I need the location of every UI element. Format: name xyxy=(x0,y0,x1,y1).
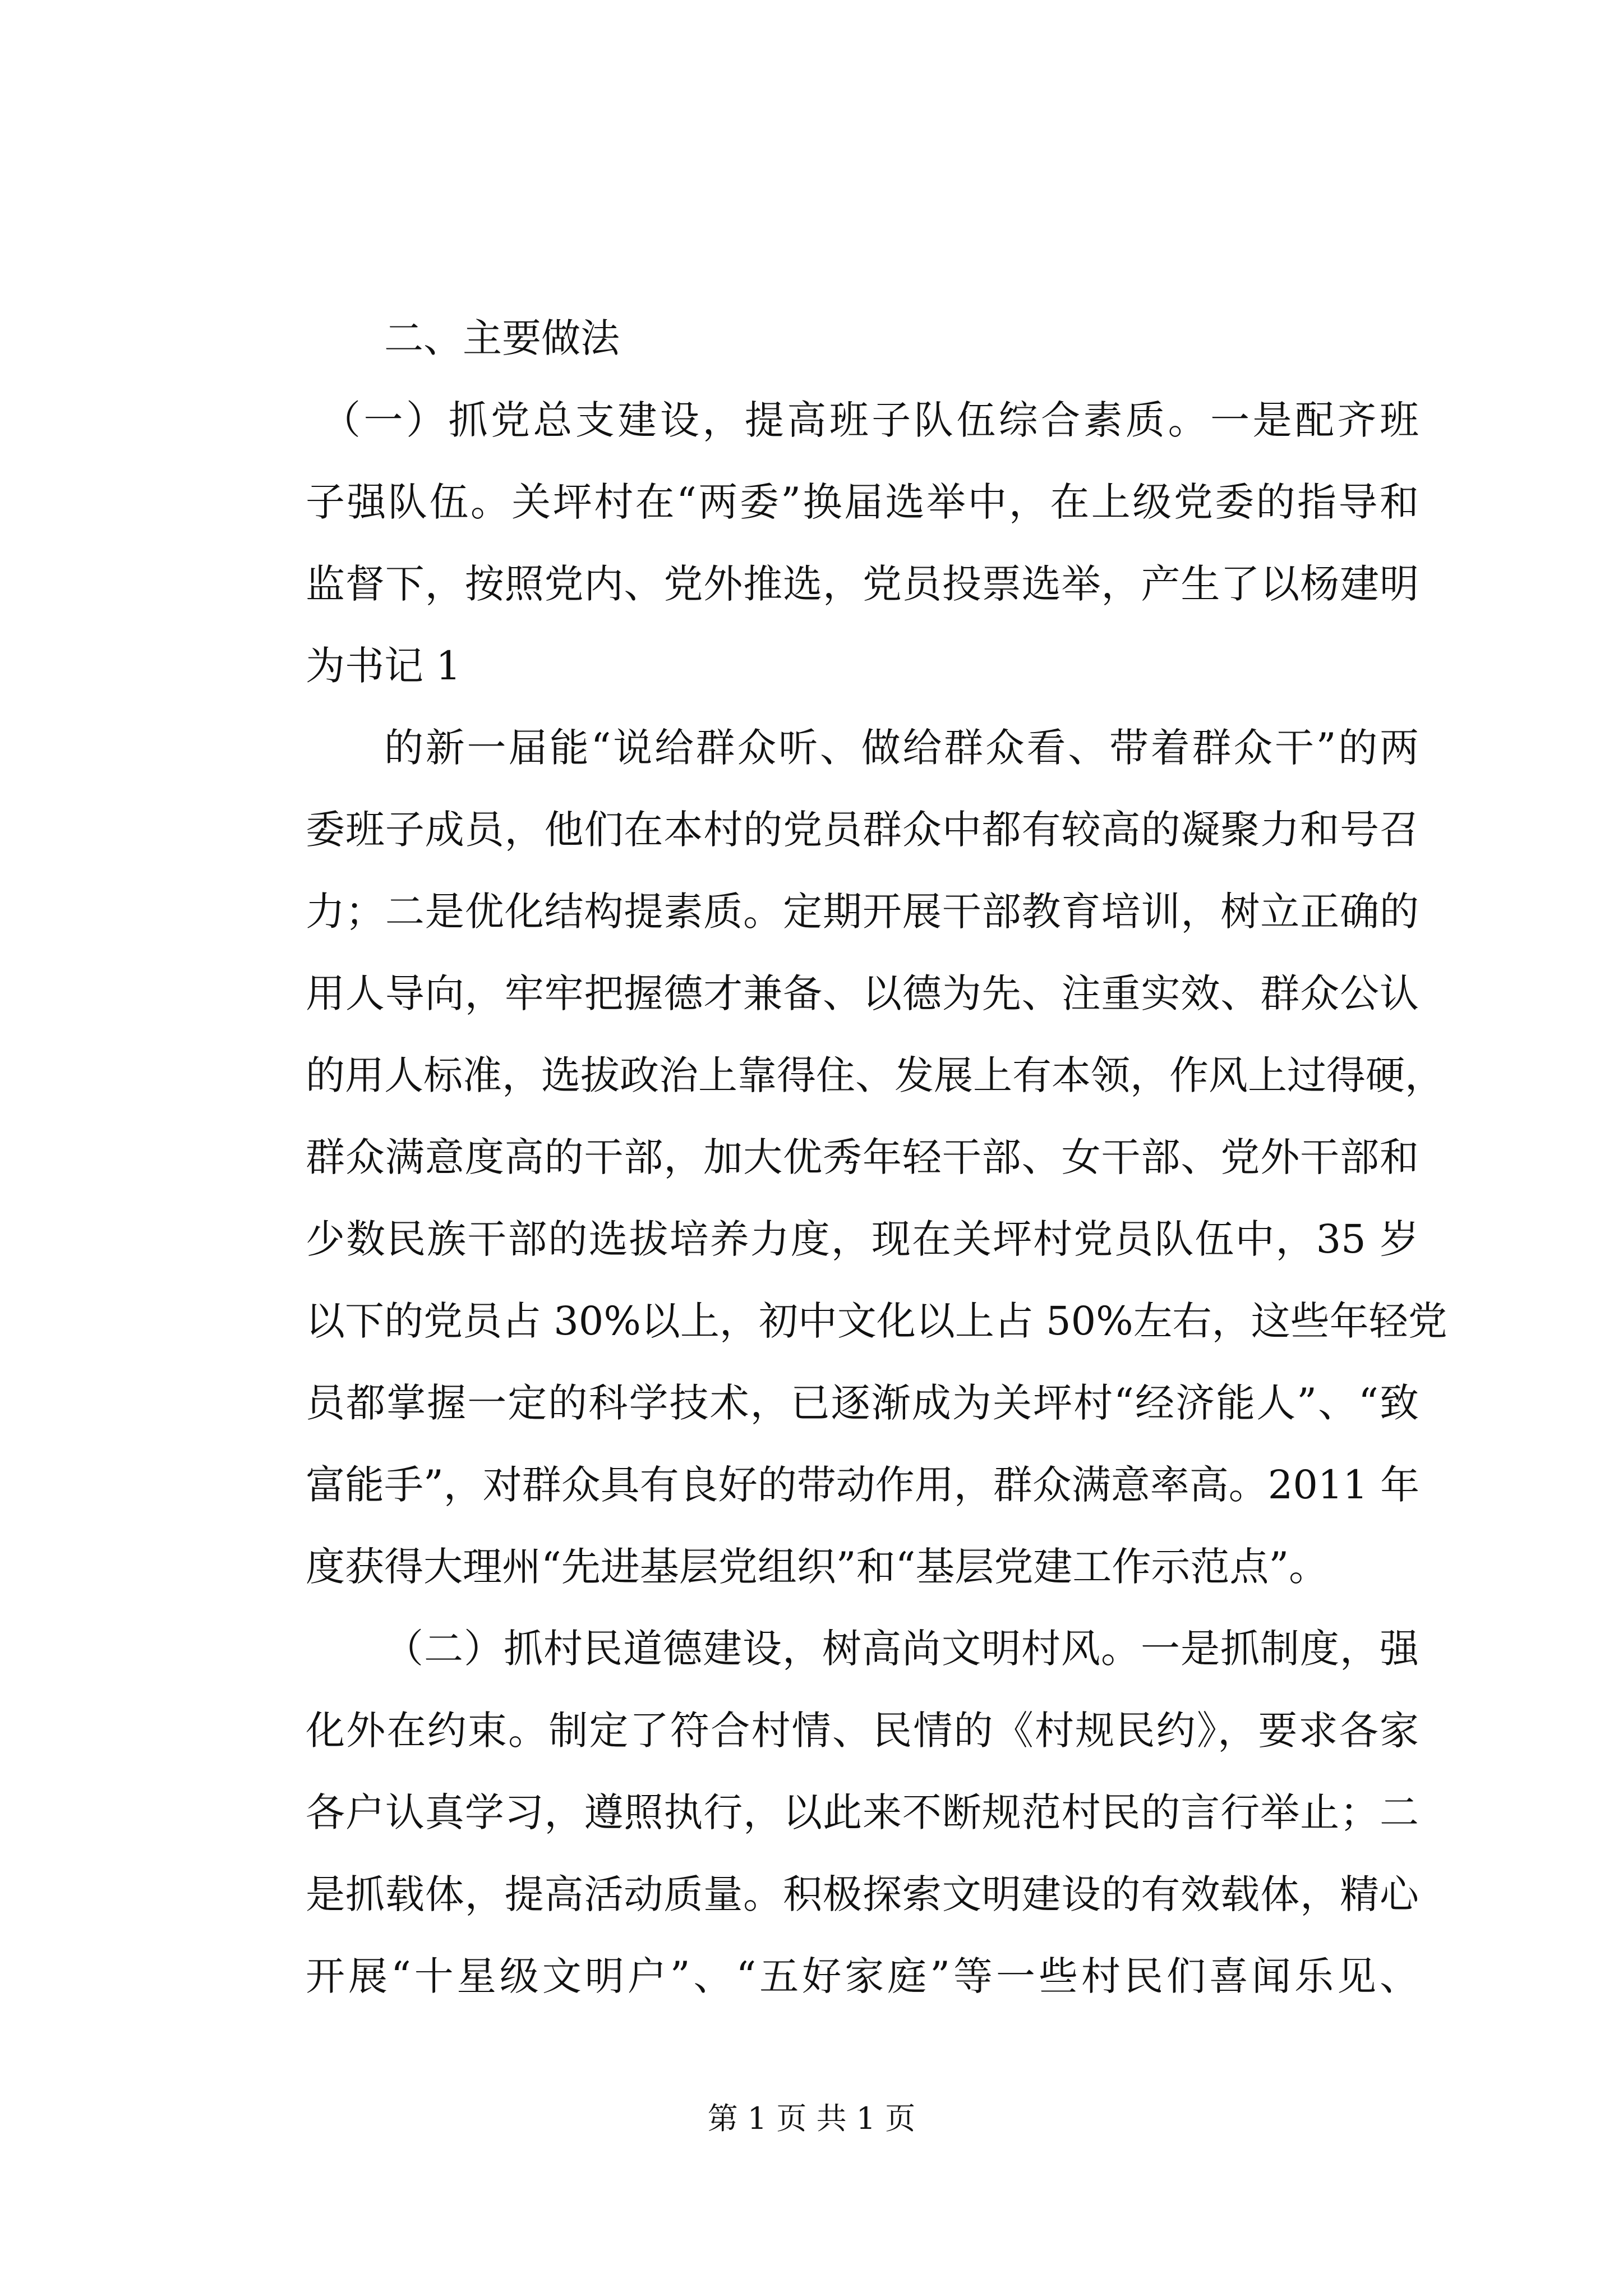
paragraph-line: 用人导向，牢牢把握德才兼备、以德为先、注重实效、群众公认 xyxy=(306,970,1419,1016)
section-heading: 二、主要做法 xyxy=(384,315,620,361)
paragraph-line: 开展“十星级文明户”、“五好家庭”等一些村民们喜闻乐见、 xyxy=(306,1953,1419,1999)
document-body xyxy=(306,297,1447,2017)
paragraph-line: 监督下，按照党内、党外推选，党员投票选举，产生了以杨建明 xyxy=(306,561,1419,607)
page-footer: 第 1 页 共 1 页 xyxy=(707,2101,916,2136)
paragraph-line: 子强队伍。关坪村在“两委”换届选举中，在上级党委的指导和 xyxy=(306,479,1419,525)
paragraph-line: 为书记 1 xyxy=(306,643,461,689)
paragraph-line: 的用人标准，选拔政治上靠得住、发展上有本领，作风上过得硬， xyxy=(306,1052,1444,1098)
paragraph-line: 各户认真学习，遵照执行，以此来不断规范村民的言行举止；二 xyxy=(306,1789,1419,1835)
paragraph-line: 化外在约束。制定了符合村情、民情的《村规民约》，要求各家 xyxy=(306,1708,1419,1754)
paragraph-line: 以下的党员占 30%以上，初中文化以上占 50%左右，这些年轻党 xyxy=(306,1298,1447,1344)
paragraph-line: 少数民族干部的选拔培养力度，现在关坪村党员队伍中，35 岁 xyxy=(306,1216,1419,1262)
paragraph-line: 员都掌握一定的科学技术，已逐渐成为关坪村“经济能人”、“致 xyxy=(306,1380,1419,1426)
paragraph-line: 委班子成员，他们在本村的党员群众中都有较高的凝聚力和号召 xyxy=(306,807,1419,853)
paragraph-line: 是抓载体，提高活动质量。积极探索文明建设的有效载体，精心 xyxy=(306,1871,1419,1917)
paragraph-line: 度获得大理州“先进基层党组织”和“基层党建工作示范点”。 xyxy=(306,1544,1329,1590)
paragraph-line: （一）抓党总支建设，提高班子队伍综合素质。一是配齐班 xyxy=(321,397,1419,443)
paragraph-line: （二）抓村民道德建设，树高尚文明村风。一是抓制度，强 xyxy=(384,1626,1419,1672)
paragraph-line: 群众满意度高的干部，加大优秀年轻干部、女干部、党外干部和 xyxy=(306,1134,1419,1180)
paragraph-line: 富能手”，对群众具有良好的带动作用，群众满意率高。2011 年 xyxy=(306,1462,1420,1508)
paragraph-line: 的新一届能“说给群众听、做给群众看、带着群众干”的两 xyxy=(384,725,1419,771)
paragraph-line: 力；二是优化结构提素质。定期开展干部教育培训，树立正确的 xyxy=(306,889,1419,935)
